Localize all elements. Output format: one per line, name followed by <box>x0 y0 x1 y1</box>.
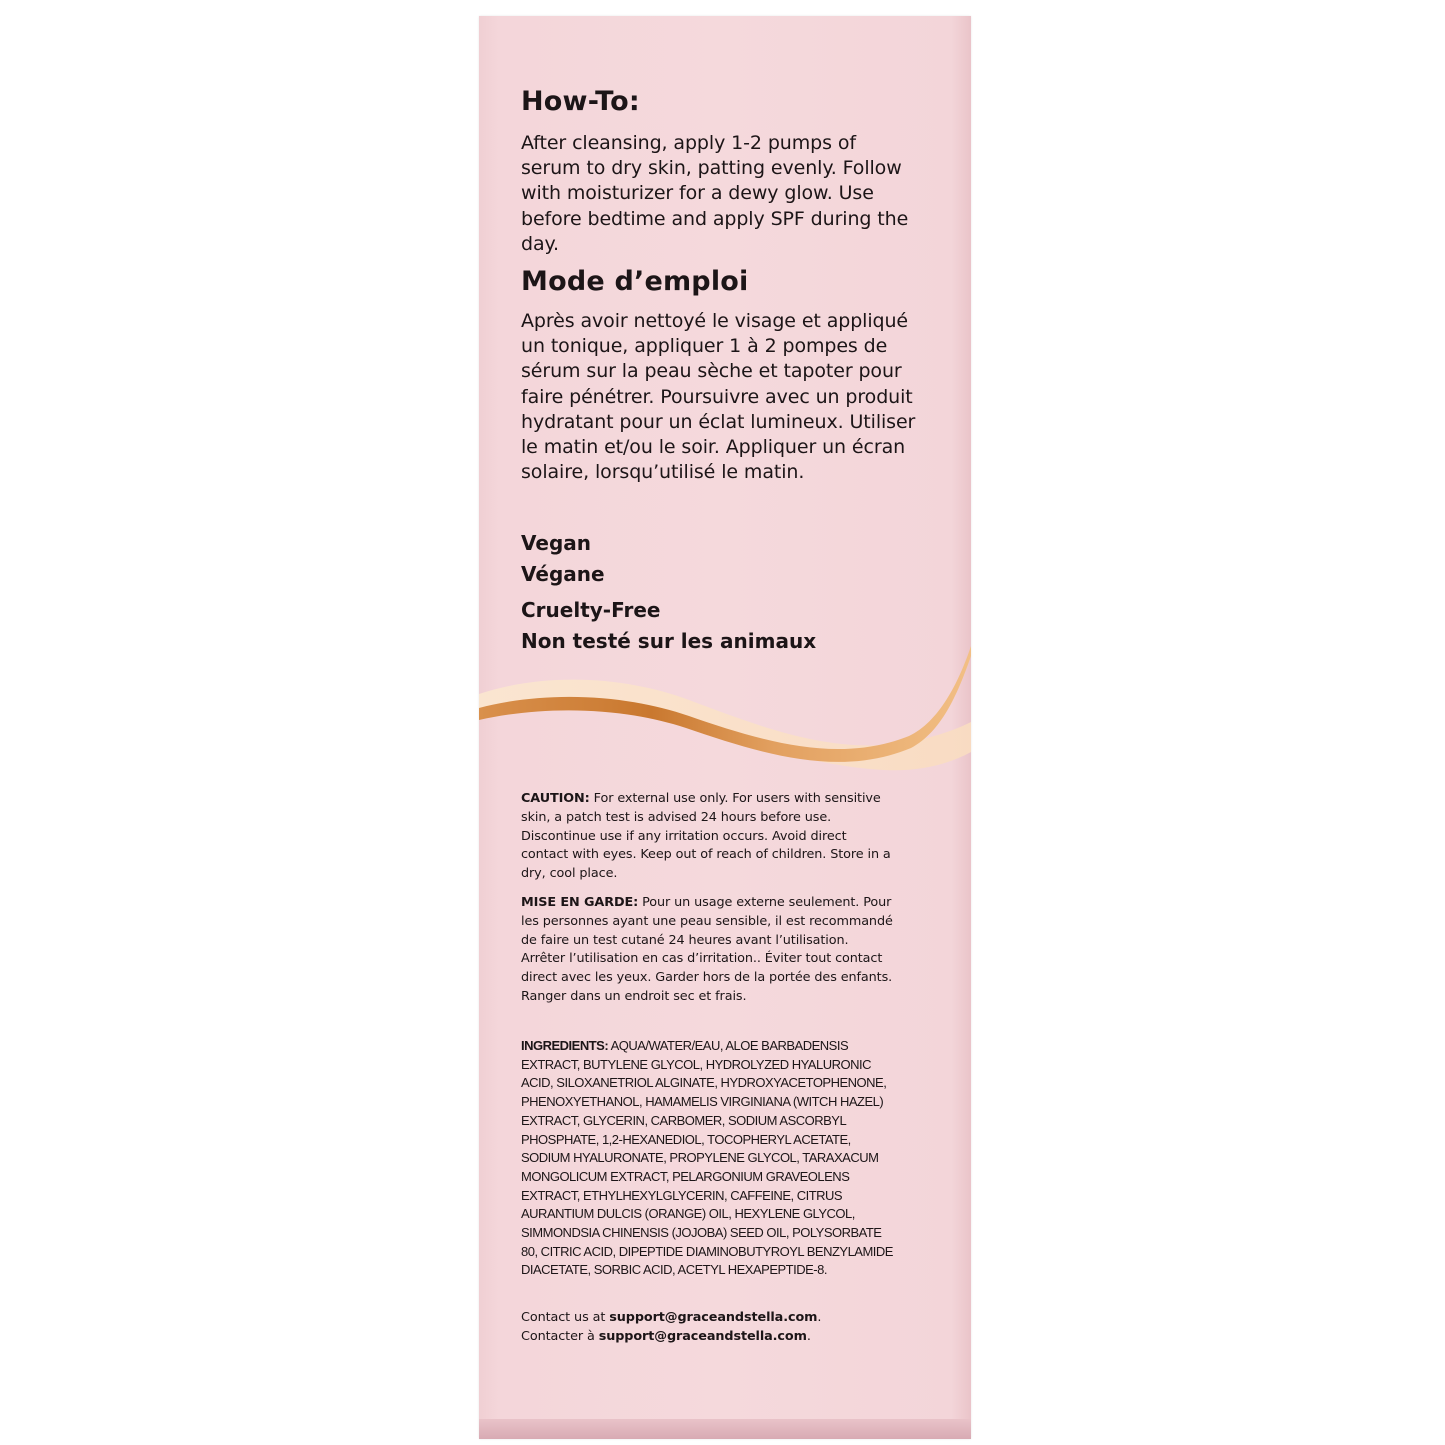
contact-en-prefix: Contact us at <box>521 1310 610 1325</box>
caution-body: For external use only. For users with sensitive skin, a patch test is advised 24 hours before use. Discontinue use if any irritation occurs. Avoid direct contact with eyes. Keep out of reach of children. Store in a dry, cool place. <box>521 791 891 882</box>
cruelty-free-claim: Cruelty-Free <box>521 598 661 622</box>
caution-text <box>521 790 896 884</box>
decorative-wave <box>479 640 971 780</box>
howto-title: How-To: <box>521 86 640 117</box>
mise-en-garde-label: MISE EN GARDE: <box>521 895 639 910</box>
mode-emploi-title: Mode d’emploi <box>521 266 749 297</box>
contact-en-suffix: . <box>817 1310 822 1325</box>
contact-fr-suffix: . <box>806 1328 811 1344</box>
caution-label: CAUTION: <box>521 791 590 806</box>
contact-en-email: support@graceandstella.com <box>609 1310 818 1325</box>
howto-text: After cleansing, apply 1-2 pumps of serum to dry skin, patting evenly. Follow with moisturizer for a dewy glow. Use before bedtime and apply SPF during the day. <box>521 132 909 255</box>
wave-gold-stroke <box>479 646 971 762</box>
ingredients-list: AQUA/WATER/EAU, ALOE BARBADENSIS EXTRACT, BUTYLENE GLYCOL, HYDROLYZED HYALURONIC ACID, SILOXANETRIOL ALGINATE, HYDROXYACETOPHENONE, PHENOXYETHANOL, HAMAMELIS VIRGINIANA (WITCH HAZEL) EXTRACT, GLYCERIN, CARBOMER, SODIUM ASCORBYL PHOSPHATE, 1,2-HEXANEDIOL, TOCOPHERYL ACETATE, SODIUM HYALURONATE, PROPYLENE GLYCOL, TARAXACUM MONGOLICUM EXTRACT, PELARGONIUM GRAVEOLENS EXTRACT, ETHYLHEXYLGLYCERIN, CAFFEINE, CITRUS AURANTIUM DULCIS (ORANGE) OIL, HEXYLENE GLYCOL, SIMMONDSIA CHINENSIS (JOJOBA) SEED OIL, POLYSORBATE 80, CITRIC ACID, DIPEPTIDE DIAMINOBUTYROYL BENZYLAMIDE DIACETATE, SORBIC ACID, ACETYL HEXAPEPTIDE-8. <box>521 1038 893 1278</box>
ingredients-text <box>521 1037 899 1280</box>
contact-fr-email: support@graceandstella.com <box>598 1328 807 1344</box>
mise-en-garde-body: Pour un usage externe seulement. Pour les personnes ayant une peau sensible, il est recommandé de faire un test cutané 24 heures avant l’utilisation. Arrêter l’utilisation en cas d’irritation.. Éviter tout contact direct avec les yeux. Garder hors de la portée des enfants. Ranger dans un endroit sec et frais. <box>521 895 893 1004</box>
ingredients-label: INGREDIENTS: <box>521 1038 609 1053</box>
box-bottom-edge <box>479 1419 971 1439</box>
vegan-claim: Vegan <box>521 531 591 555</box>
mode-emploi-text: Après avoir nettoyé le visage et appliqué un tonique, appliquer 1 à 2 pompes de sérum sur la peau sèche et tapoter pour faire pénétrer. Poursuivre avec un produit hydratant pour un éclat lumineux. Utiliser le matin et/ou le soir. Appliquer un écran solaire, lorsqu’utilisé le matin. <box>521 310 916 484</box>
non-teste-claim: Non testé sur les animaux <box>521 629 817 653</box>
contact-fr-prefix: Contacter à <box>521 1328 599 1344</box>
contact-text <box>521 1309 896 1347</box>
wave-cream-band <box>479 680 971 771</box>
mise-en-garde-text <box>521 894 896 1007</box>
vegane-claim: Végane <box>521 562 605 586</box>
